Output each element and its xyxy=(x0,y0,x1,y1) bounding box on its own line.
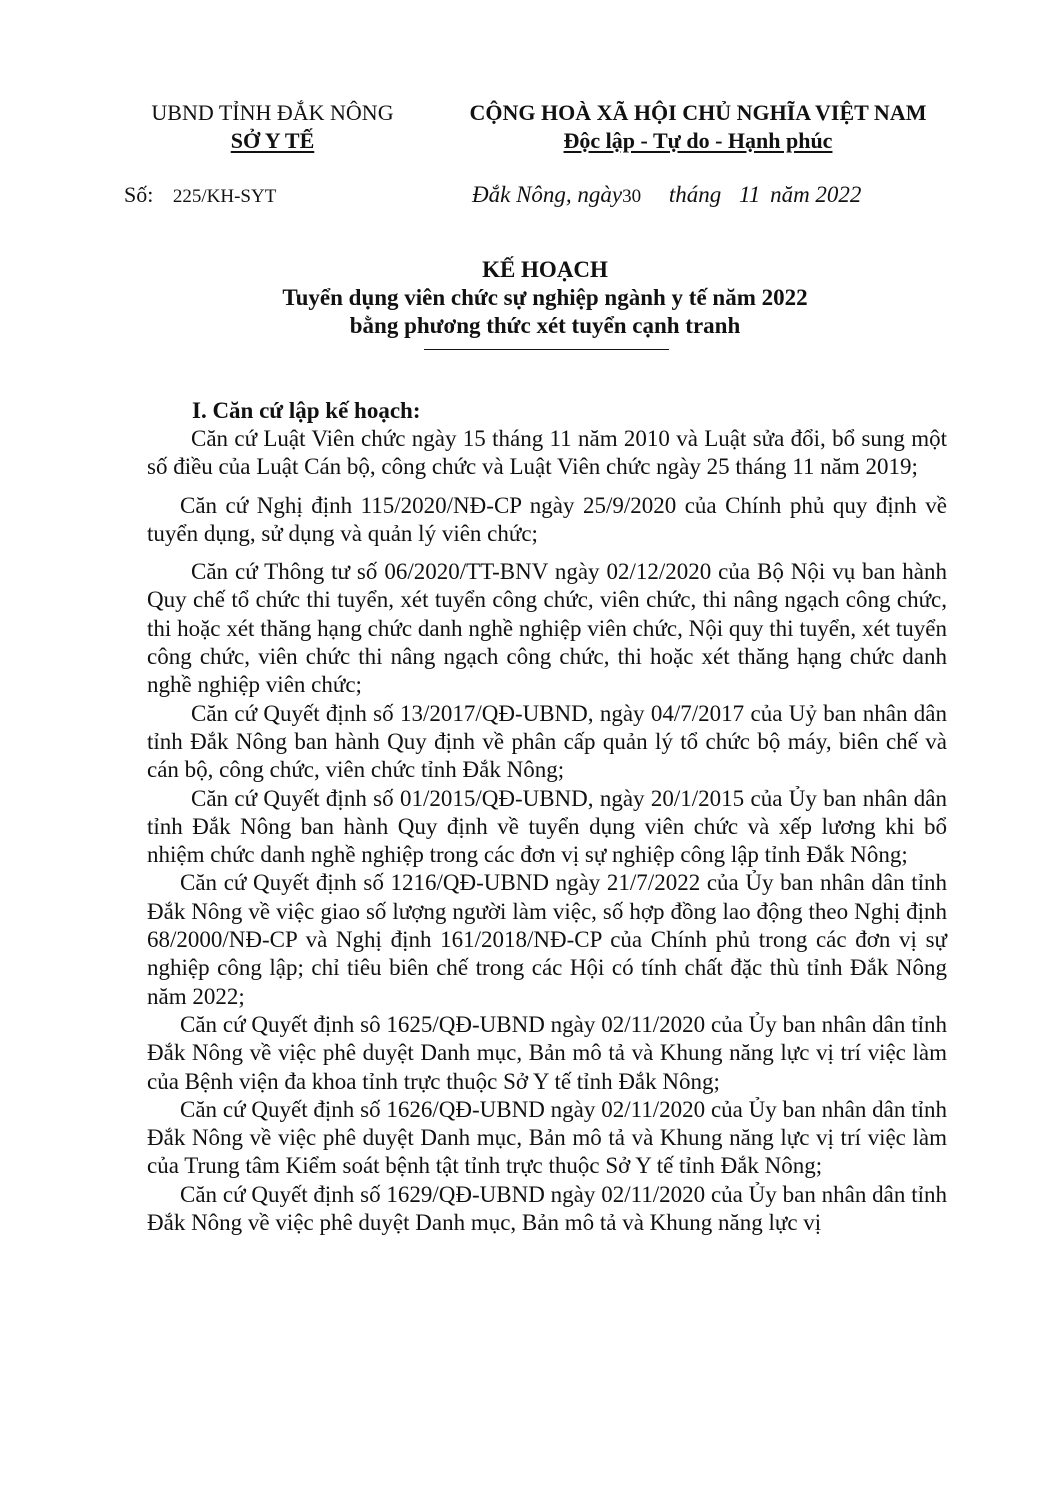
basis-paragraph: Căn cứ Luật Viên chức ngày 15 tháng 11 năm 2010 và Luật sửa đổi, bổ sung một số điều của Luật Cán bộ, công chức và Luật Viên chức ngày 25 tháng 11 năm 2019; xyxy=(147,426,947,480)
issuing-department: SỞ Y TẾ xyxy=(230,128,315,153)
basis-paragraph: Căn cứ Quyết định sô 1625/QĐ-UBND ngày 02/11/2020 của Ủy ban nhân dân tỉnh Đắk Nông về việc phê duyệt Danh mục, Bản mô tả và Khung năng lực vị trí việc làm của Bệnh viện đa khoa tỉnh trực thuộc Sở Y tế tỉnh Đắk Nông; xyxy=(147,1011,947,1094)
date-year: năm 2022 xyxy=(770,182,862,207)
number-value: 225/KH-SYT xyxy=(172,186,277,207)
basis-paragraph: Căn cứ Quyết định số 1626/QĐ-UBND ngày 02/11/2020 của Ủy ban nhân dân tỉnh Đắk Nông về việc phê duyệt Danh mục, Bản mô tả và Khung năng lực vị trí việc làm của Trung tâm Kiểm soát bệnh tật tỉnh trực thuộc Sở Y tế tỉnh Đắk Nông; xyxy=(147,1096,947,1179)
section-body xyxy=(147,425,947,1237)
document-subject-line2: bằng phương thức xét tuyển cạnh tranh xyxy=(349,313,741,338)
date-month-label: tháng xyxy=(668,182,722,207)
document-number xyxy=(124,182,276,208)
date-month: 11 xyxy=(739,182,761,207)
basis-paragraph: Căn cứ Quyết định số 01/2015/QĐ-UBND, ngày 20/1/2015 của Ủy ban nhân dân tỉnh Đắk Nông ban hành Quy định về tuyển dụng viên chức và xếp lương khi bổ nhiệm chức danh nghề nghiệp trong các đơn vị sự nghiệp công lập tỉnh Đắk Nông; xyxy=(147,785,947,868)
issuing-authority: UBND TỈNH ĐẮK NÔNG xyxy=(151,100,394,125)
document-subject-line1: Tuyển dụng viên chức sự nghiệp ngành y tế năm 2022 xyxy=(282,285,808,310)
number-label: Số: xyxy=(124,182,154,207)
date-day: 30 xyxy=(622,186,642,207)
basis-paragraph: Căn cứ Nghị định 115/2020/NĐ-CP ngày 25/9/2020 của Chính phủ quy định về tuyển dụng, sử dụng và quản lý viên chức; xyxy=(147,492,947,546)
national-title: CỘNG HOÀ XÃ HỘI CHỦ NGHĨA VIỆT NAM xyxy=(469,100,927,125)
place-date-prefix: Đắk Nông, ngày xyxy=(472,182,623,207)
basis-paragraph: Căn cứ Quyết định số 1216/QĐ-UBND ngày 21/7/2022 của Ủy ban nhân dân tỉnh Đắk Nông về việc giao số lượng người làm việc, số hợp đồng lao động theo Nghị định 68/2000/NĐ-CP và Nghị định 161/2018/NĐ-CP của Chính phủ trong các đơn vị sự nghiệp công lập; chỉ tiêu biên chế trong các Hội có tính chất đặc thù tỉnh Đắk Nông năm 2022; xyxy=(147,870,947,1009)
national-motto: Độc lập - Tự do - Hạnh phúc xyxy=(563,128,833,153)
basis-paragraph: Căn cứ Thông tư số 06/2020/TT-BNV ngày 02/12/2020 của Bộ Nội vụ ban hành Quy chế tổ chức thi tuyển, xét tuyển công chức, viên chức, thi nâng ngạch công chức, thi hoặc xét thăng hạng chức danh nghề nghiệp viên chức, Nội quy thi tuyển, xét tuyển công chức, viên chức thi nâng ngạch công chức, thi hoặc xét thăng hạng chức danh nghề nghiệp viên chức; xyxy=(147,559,947,698)
place-date xyxy=(472,182,861,208)
title-divider xyxy=(424,349,669,350)
document-type-title: KẾ HOẠCH xyxy=(482,257,608,282)
basis-paragraph: Căn cứ Quyết định số 1629/QĐ-UBND ngày 02/11/2020 của Ủy ban nhân dân tỉnh Đắk Nông về việc phê duyệt Danh mục, Bản mô tả và Khung năng lực vị xyxy=(147,1181,947,1236)
section-heading: I. Căn cứ lập kế hoạch: xyxy=(192,398,421,423)
basis-paragraph: Căn cứ Quyết định số 13/2017/QĐ-UBND, ngày 04/7/2017 của Uỷ ban nhân dân tỉnh Đắk Nông ban hành Quy định về phân cấp quản lý tổ chức bộ máy, biên chế và cán bộ, công chức, viên chức tỉnh Đắk Nông; xyxy=(147,700,947,783)
